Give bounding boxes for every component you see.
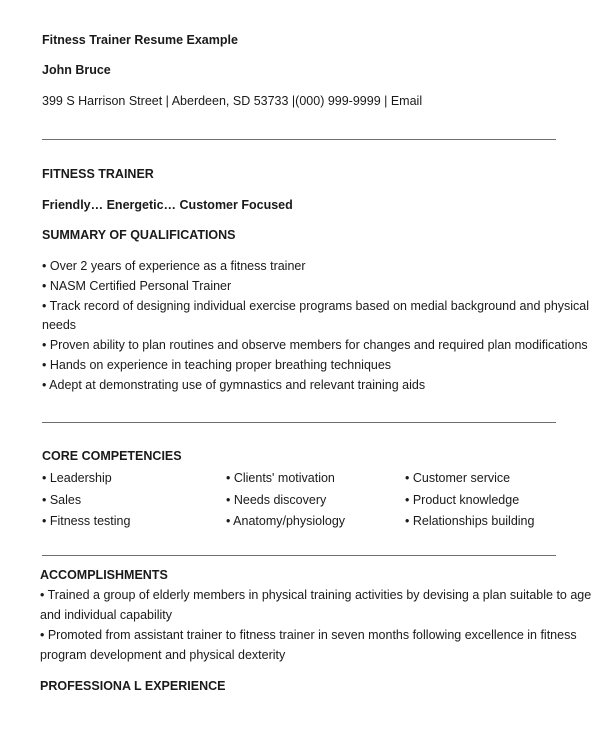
contact-line: 399 S Harrison Street | Aberdeen, SD 53733 |(000) 999-9999 | Email [42,94,423,108]
divider [42,139,556,140]
summary-item: • Hands on experience in teaching proper breathing techniques [42,358,392,372]
tagline: Friendly… Energetic… Customer Focused [42,198,293,212]
competency-item: • Sales [42,493,82,507]
competency-item: • Clients' motivation [226,471,335,485]
document-title: Fitness Trainer Resume Example [42,33,238,47]
summary-heading: SUMMARY OF QUALIFICATIONS [42,228,236,242]
competency-item: • Needs discovery [226,493,327,507]
competency-item: • Product knowledge [405,493,520,507]
competency-item: • Leadership [42,471,112,485]
accomplishment-line: program development and physical dexterity [40,648,286,662]
accomplishment-line: • Trained a group of elderly members in physical training activities by devising a plan suitable to age [40,588,592,602]
accomplishment-line: and individual capability [40,608,173,622]
competency-item: • Anatomy/physiology [226,514,346,528]
candidate-name: John Bruce [42,63,111,77]
divider [42,555,556,556]
divider [42,422,556,423]
competencies-heading: CORE COMPETENCIES [42,449,182,463]
competency-item: • Relationships building [405,514,535,528]
accomplishment-line: • Promoted from assistant trainer to fitness trainer in seven months following excellence in fitness [40,628,577,642]
summary-item: • Over 2 years of experience as a fitness trainer [42,259,306,273]
job-title: FITNESS TRAINER [42,167,154,181]
accomplishments-heading: ACCOMPLISHMENTS [40,568,168,582]
summary-item: needs [42,318,77,332]
summary-item: • Proven ability to plan routines and observe members for changes and required plan modifications [42,338,588,352]
summary-item: • NASM Certified Personal Trainer [42,279,232,293]
summary-item: • Track record of designing individual exercise programs based on medial background and physical [42,299,590,313]
competency-item: • Customer service [405,471,511,485]
competency-item: • Fitness testing [42,514,131,528]
experience-heading: PROFESSIONA L EXPERIENCE [40,679,226,693]
summary-item: • Adept at demonstrating use of gymnastics and relevant training aids [42,378,426,392]
